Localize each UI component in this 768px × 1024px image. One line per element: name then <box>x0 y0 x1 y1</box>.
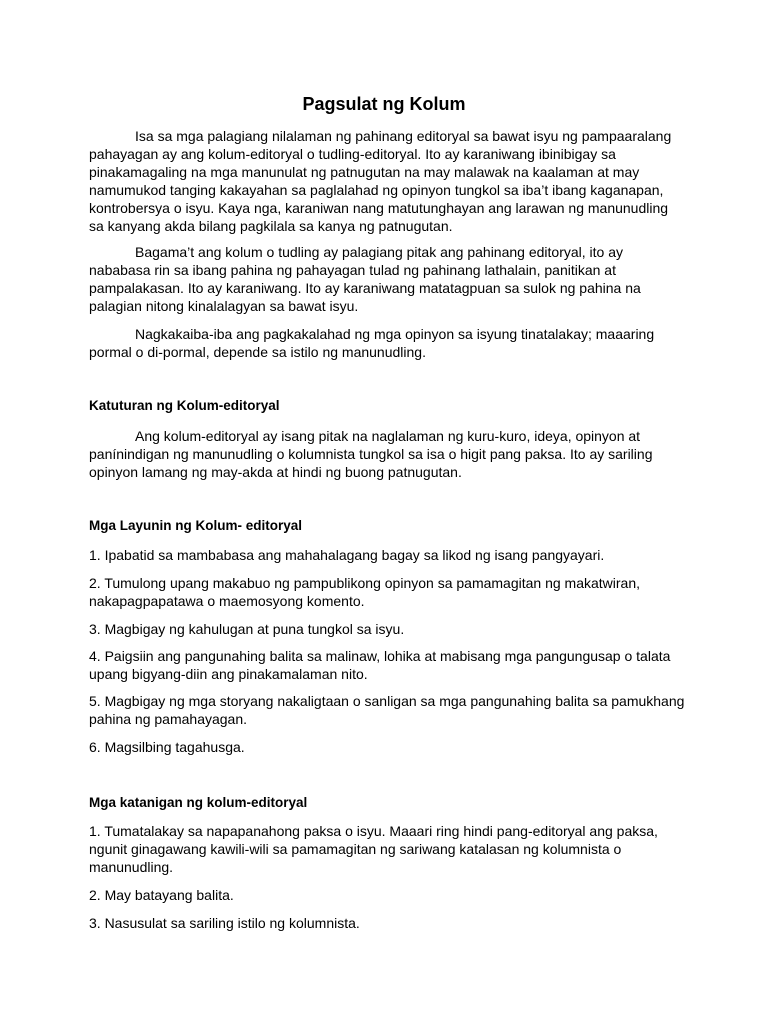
layunin-item-6: 6. Magsilbing tagahusga. <box>89 739 245 755</box>
intro-paragraph-2: Bagama’t ang kolum o tudling ay palagiang pitak ang pahinang editoryal, ito ay nababasa rin sa ibang pahina ng pahayagan tulad ng pahinang lathalain, panitikan at pampalakasan. Ito ay karaniwang. Ito ay karaniwang matatagpuan sa sulok ng pahina na palagian nitong kinalalagyan sa bawat isyu. <box>89 244 641 314</box>
intro-paragraph-1: Isa sa mga palagiang nilalaman ng pahinang editoryal sa bawat isyu ng pampaaralang pahayagan ay ang kolum-editoryal o tudling-editoryal. Ito ay karaniwang ibinibigay sa pinakamagaling na mga manunulat ng patnugutan na may malawak na kaalaman at may namumukod tanging kakayahan sa paglalahad ng opinyon tungkol sa iba’t ibang kaganapan, kontrobersya o isyu. Kaya nga, karaniwan nang matutunghayan ang larawan ng manunudling sa kanyang akda bilang pagkilala sa kanya ng patnugutan. <box>89 128 672 234</box>
katangian-item-3: 3. Nasusulat sa sariling istilo ng kolumnista. <box>89 915 360 931</box>
intro-paragraph-3: Nagkakaiba-iba ang pagkakalahad ng mga opinyon sa isyung tinatalakay; maaaring pormal o di-pormal, depende sa istilo ng manunudling. <box>89 326 655 360</box>
layunin-item-3: 3. Magbigay ng kahulugan at puna tungkol sa isyu. <box>89 621 405 637</box>
page-title: Pagsulat ng Kolum <box>302 94 466 114</box>
layunin-heading: Mga Layunin ng Kolum- editoryal <box>89 518 303 533</box>
katangian-heading: Mga katanigan ng kolum-editoryal <box>89 795 308 810</box>
katuturan-paragraph: Ang kolum-editoryal ay isang pitak na naglalaman ng kuru-kuro, ideya, opinyon at panínindigan ng manunudling o kolumnista tungkol sa isa o higit pang paksa. Ito ay sariling opinyon lamang ng may-akda at hindi ng buong patnugutan. <box>89 428 653 480</box>
layunin-item-5: 5. Magbigay ng mga storyang nakaligtaan o sanligan sa mga pangunahing balita sa pamukhang pahina ng pamahayagan. <box>89 693 685 727</box>
layunin-item-2: 2. Tumulong upang makabuo ng pampublikong opinyon sa pamamagitan ng makatwiran, nakapagpapatawa o maemosyong komento. <box>89 575 641 609</box>
katangian-item-2: 2. May batayang balita. <box>89 887 234 903</box>
layunin-item-4: 4. Paigsiin ang pangunahing balita sa malinaw, lohika at mabisang mga pangungusap o talata upang bigyang-diin ang pinakamalaman nito. <box>89 648 671 682</box>
layunin-item-1: 1. Ipabatid sa mambabasa ang mahahalagang bagay sa likod ng isang pangyayari. <box>89 547 605 563</box>
katuturan-heading: Katuturan ng Kolum-editoryal <box>89 398 280 413</box>
katangian-item-1: 1. Tumatalakay sa napapanahong paksa o isyu. Maaari ring hindi pang-editoryal ang paksa, ngunit ginagawang kawili-wili sa pamamagitan ng sariwang katalasan ng kolumnista o manunudling. <box>89 823 658 875</box>
